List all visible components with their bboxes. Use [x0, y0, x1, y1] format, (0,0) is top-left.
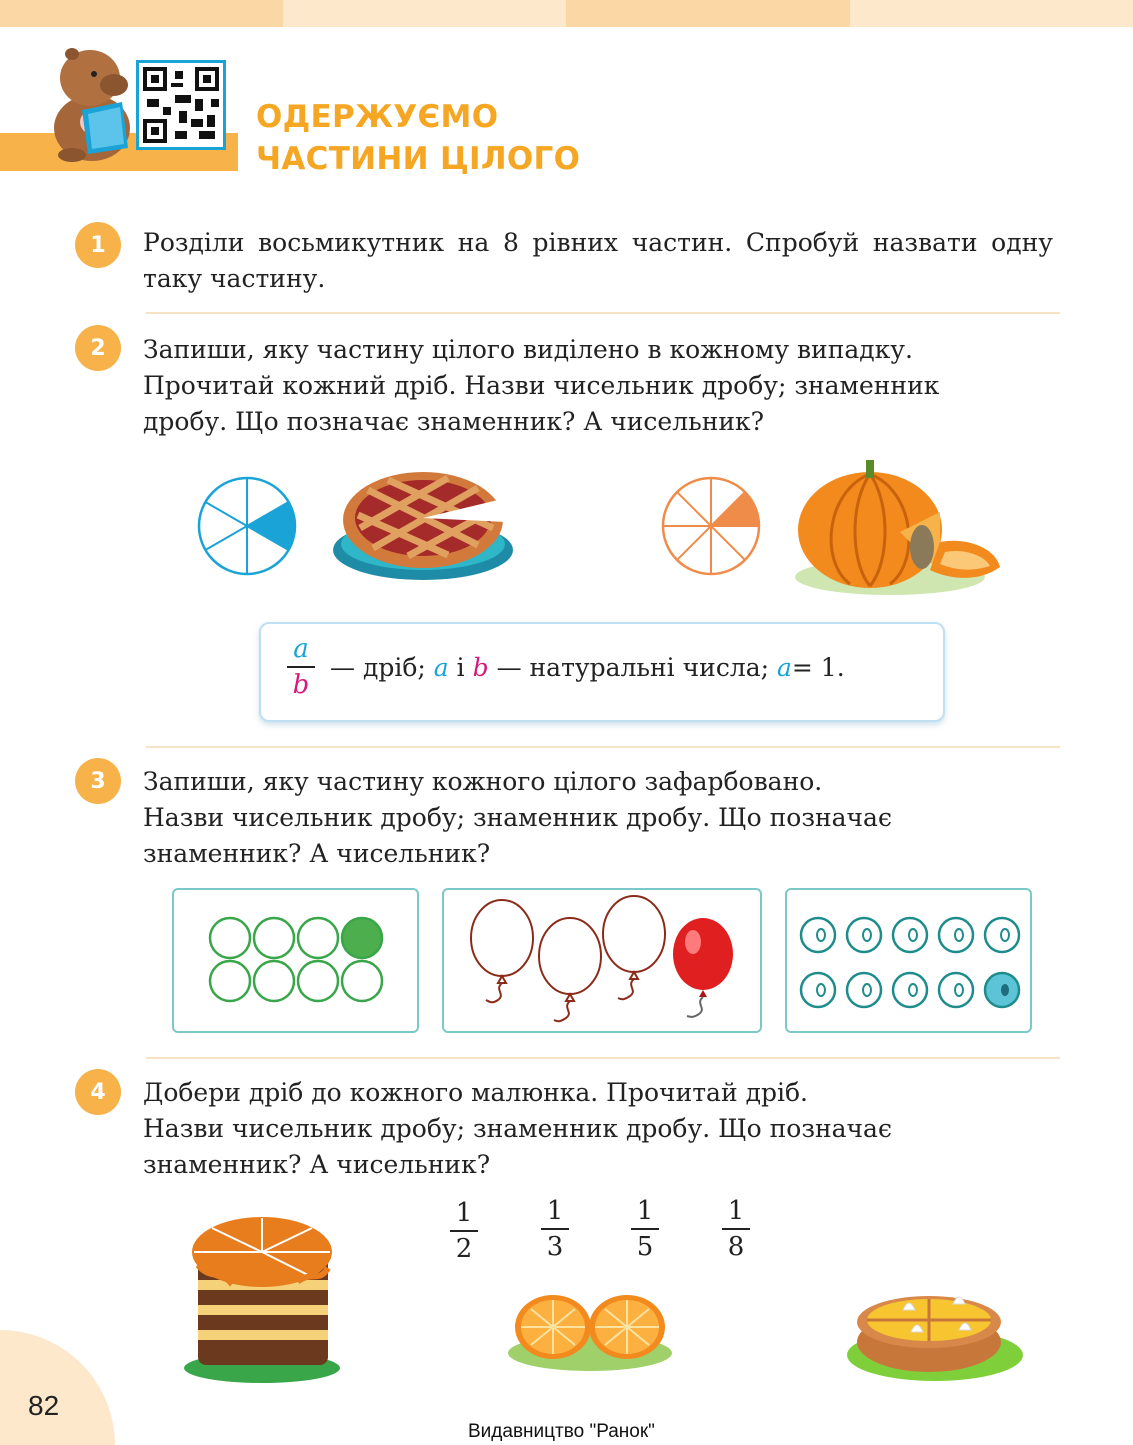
task-4-line-2: Назви чисельник дробу; знаменник дробу. Що позначає [143, 1114, 892, 1143]
task-4-line-3: знаменник? А чисельник? [143, 1150, 491, 1179]
fraction-1-3 [538, 1196, 572, 1262]
top-stripe-4 [850, 0, 1133, 27]
separator-1 [146, 312, 1060, 314]
task-2-line-2: Прочитай кожний дріб. Назви чисельник дробу; знаменник [143, 371, 940, 400]
fraction-numerator: 1 [636, 1196, 654, 1226]
task-number-1: 1 [75, 222, 121, 268]
rule-dash-1: — дріб; [330, 653, 426, 682]
layered-cake-illustration [180, 1210, 345, 1385]
task-2-line-3: дробу. Що позначає знаменник? А чисельник? [143, 407, 765, 436]
circle-one-sixth-blue [196, 475, 298, 577]
orange-halves-illustration [505, 1285, 675, 1375]
top-stripe-2 [283, 0, 566, 27]
balloons-one-of-four [444, 890, 760, 1031]
lemon-tart-illustration [843, 1280, 1028, 1385]
cherry-pie-illustration [328, 460, 518, 585]
task-number-4: 4 [75, 1069, 121, 1115]
fraction-1-5 [628, 1196, 662, 1262]
publisher-footer: Видавництво "Ранок" [468, 1421, 655, 1442]
fraction-numerator: 1 [455, 1198, 473, 1228]
card-green-circles [172, 888, 419, 1033]
task-2-text [143, 332, 1063, 440]
fraction-bar [450, 1230, 478, 1232]
fraction-denominator: 3 [546, 1232, 564, 1262]
rule-fraction-bar [287, 666, 315, 668]
qr-code-icon [139, 63, 223, 147]
fraction-denominator: 5 [636, 1232, 654, 1262]
rule-text [330, 650, 845, 686]
rule-var-a: a [433, 653, 449, 682]
rule-dash-2: — натуральні числа; [496, 653, 770, 682]
rule-var-b: b [472, 653, 489, 682]
page-corner-decoration [0, 1330, 115, 1445]
task-number-3: 3 [75, 758, 121, 804]
green-circles-one-of-eight [174, 890, 417, 1031]
task-3-text [143, 764, 1063, 872]
rule-fraction-a-over-b [284, 634, 318, 700]
top-stripe-3 [566, 0, 850, 27]
fraction-denominator: 2 [455, 1234, 473, 1264]
buttons-one-of-ten [787, 890, 1030, 1031]
fraction-bar [722, 1228, 750, 1230]
fraction-1-2 [447, 1198, 481, 1264]
separator-3 [146, 1057, 1060, 1059]
fraction-denominator: 8 [727, 1232, 745, 1262]
card-buttons [785, 888, 1032, 1033]
fraction-1-8 [719, 1196, 753, 1262]
rule-equals: = 1. [791, 653, 845, 682]
task-3-line-3: знаменник? А чисельник? [143, 839, 491, 868]
circle-one-eighth-orange [660, 475, 762, 577]
rule-and: і [456, 653, 465, 682]
fraction-numerator: 1 [727, 1196, 745, 1226]
top-stripe-1 [0, 0, 283, 27]
title-line-2: ЧАСТИНИ ЦІЛОГО [256, 141, 581, 177]
task-3-line-1: Запиши, яку частину кожного цілого зафарбовано. [143, 767, 823, 796]
rule-var-a-2: a [776, 653, 792, 682]
task-2-line-1: Запиши, яку частину цілого виділено в кожному випадку. [143, 335, 913, 364]
fraction-bar [631, 1228, 659, 1230]
page-title [256, 96, 580, 180]
card-balloons [442, 888, 762, 1033]
task-4-text [143, 1075, 1063, 1183]
capybara-reading-illustration [42, 40, 142, 165]
title-line-1: ОДЕРЖУЄМО [256, 99, 499, 135]
separator-2 [146, 746, 1060, 748]
task-number-2: 2 [75, 325, 121, 371]
pumpkin-illustration [790, 452, 1005, 597]
task-1-text: Розділи восьмикутник на 8 рівних частин. Спробуй назвати одну таку частину. [143, 228, 1053, 293]
fraction-numerator: 1 [546, 1196, 564, 1226]
qr-code[interactable] [136, 60, 226, 150]
fraction-bar [541, 1228, 569, 1230]
page-number: 82 [28, 1390, 60, 1421]
task-3-line-2: Назви чисельник дробу; знаменник дробу. Що позначає [143, 803, 892, 832]
rule-numerator: a [293, 634, 309, 664]
rule-denominator: b [292, 670, 310, 700]
task-4-line-1: Добери дріб до кожного малюнка. Прочитай дріб. [143, 1078, 808, 1107]
